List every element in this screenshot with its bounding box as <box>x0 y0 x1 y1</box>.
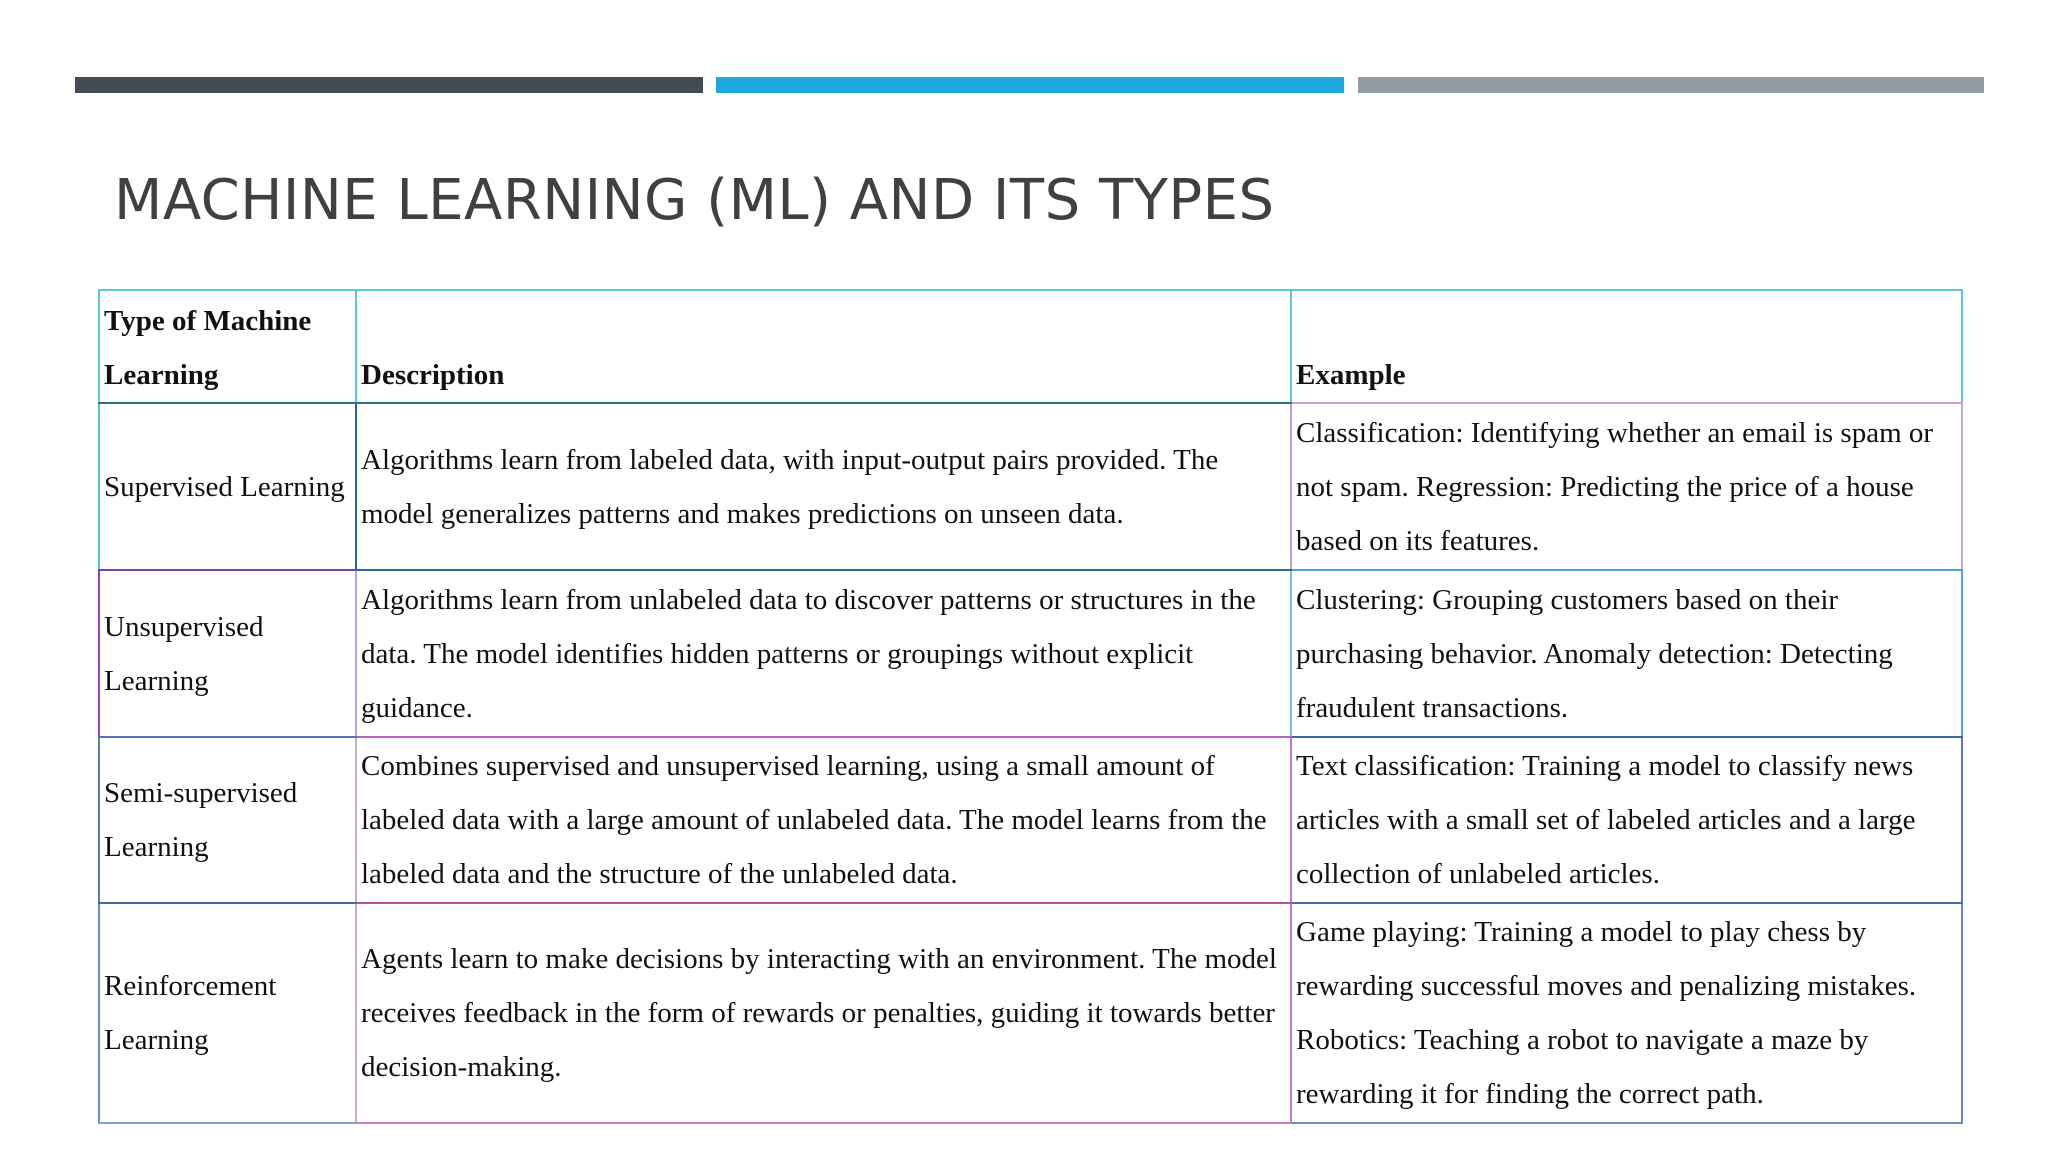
cell-type: Semi-supervised Learning <box>99 737 356 903</box>
header-description: Description <box>356 290 1291 403</box>
cell-example: Game playing: Training a model to play chess by rewarding successful moves and penalizing mistakes. Robotics: Teaching a robot to navigate a maze by rewarding it for finding the correct path. <box>1291 903 1962 1123</box>
slide-title: MACHINE LEARNING (ML) AND ITS TYPES <box>114 168 1275 233</box>
table-header-row <box>99 290 1962 403</box>
header-bar-blue <box>716 77 1344 93</box>
table-row <box>99 403 1962 570</box>
cell-example: Classification: Identifying whether an email is spam or not spam. Regression: Predicting the price of a house based on its features. <box>1291 403 1962 570</box>
header-example: Example <box>1291 290 1962 403</box>
table-row <box>99 737 1962 903</box>
cell-type: Reinforcement Learning <box>99 903 356 1123</box>
header-type: Type of Machine Learning <box>99 290 356 403</box>
table-row <box>99 903 1962 1123</box>
ml-types-table <box>98 289 1963 1124</box>
cell-example: Clustering: Grouping customers based on their purchasing behavior. Anomaly detection: Detecting fraudulent transactions. <box>1291 570 1962 737</box>
header-bar-dark <box>75 77 703 93</box>
cell-example: Text classification: Training a model to classify news articles with a small set of labeled articles and a large collection of unlabeled articles. <box>1291 737 1962 903</box>
cell-type: Unsupervised Learning <box>99 570 356 737</box>
cell-description: Agents learn to make decisions by interacting with an environment. The model receives feedback in the form of rewards or penalties, guiding it towards better decision-making. <box>356 903 1291 1123</box>
cell-description: Combines supervised and unsupervised learning, using a small amount of labeled data with a large amount of unlabeled data. The model learns from the labeled data and the structure of the unlabeled data. <box>356 737 1291 903</box>
cell-description: Algorithms learn from labeled data, with input-output pairs provided. The model generalizes patterns and makes predictions on unseen data. <box>356 403 1291 570</box>
table-row <box>99 570 1962 737</box>
cell-description: Algorithms learn from unlabeled data to discover patterns or structures in the data. The model identifies hidden patterns or groupings without explicit guidance. <box>356 570 1291 737</box>
header-bar-gray <box>1358 77 1984 93</box>
cell-type: Supervised Learning <box>99 403 356 570</box>
